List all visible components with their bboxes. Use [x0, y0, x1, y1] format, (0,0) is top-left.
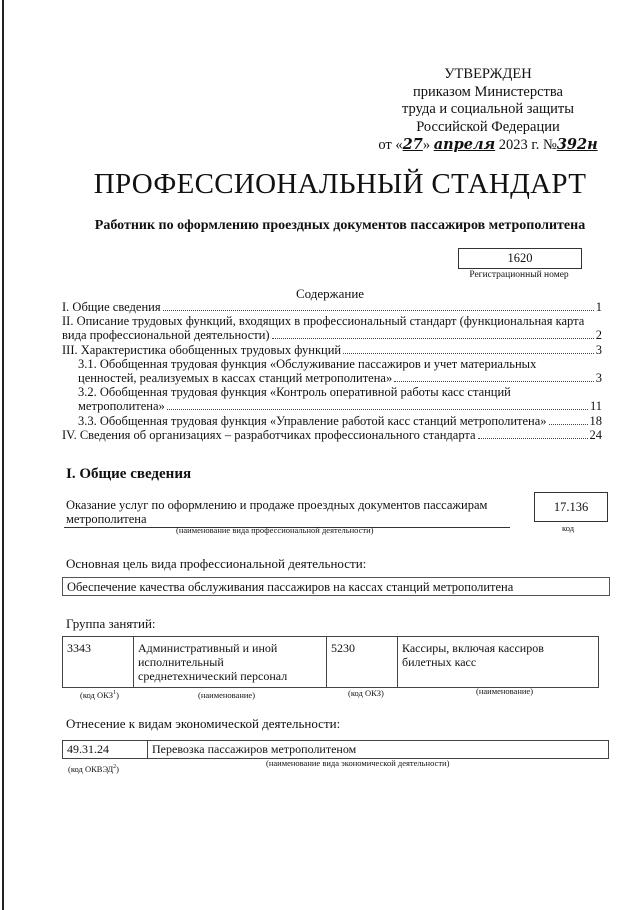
approval-line-3: труда и социальной защиты	[402, 101, 574, 117]
toc-item-text-cont: ценностей, реализуемых в кассах станций метрополитена»	[78, 371, 393, 386]
toc-item[interactable]	[62, 414, 602, 428]
activity-caption: (наименование вида профессиональной деятельности)	[176, 525, 374, 535]
toc-item-page: 1	[595, 300, 602, 314]
table-row	[63, 637, 599, 688]
toc-item[interactable]	[62, 385, 602, 413]
toc-item[interactable]	[62, 300, 602, 314]
approval-line-4: Российской Федерации	[416, 118, 560, 135]
occupations-table	[62, 636, 599, 688]
toc-item-page: 3	[595, 371, 602, 386]
date-prefix: от «	[378, 137, 403, 153]
okved-name-caption: (наименование вида экономической деятельности)	[266, 758, 450, 768]
okz-name-2: Кассиры, включая кассиров билетных касс	[398, 637, 599, 688]
table-of-contents	[62, 300, 602, 442]
okz-name-caption-1: (наименование)	[198, 690, 256, 700]
document-subtitle: Работник по оформлению проездных документов пассажиров метрополитена	[94, 218, 586, 233]
okved-name: Перевозка пассажиров метрополитеном	[148, 741, 609, 759]
toc-item-text: 3.2. Обобщенная трудовая функция «Контроль оперативной работы касс станций	[78, 385, 511, 400]
toc-item[interactable]	[62, 357, 602, 385]
activity-code: 17.136	[534, 492, 608, 522]
activity-name: Оказание услуг по оформлению и продаже проездных документов пассажирам метрополитена	[66, 498, 488, 526]
date-year: 2023 г. №	[498, 137, 557, 153]
date-mid: »	[422, 137, 431, 153]
toc-item-text: II. Описание трудовых функций, входящих в профессиональный стандарт (функциональная карта	[62, 314, 585, 329]
toc-item-page: 2	[595, 328, 602, 343]
toc-item-page: 24	[589, 427, 602, 442]
toc-item-page: 11	[589, 399, 602, 414]
okz-name-caption-2: (наименование)	[476, 686, 534, 696]
toc-item[interactable]	[62, 314, 602, 342]
okz-code-caption-2: (код ОКЗ)	[348, 688, 384, 698]
okved-code-caption: (код ОКВЭД$^2$)	[68, 764, 119, 774]
toc-item[interactable]	[62, 343, 602, 357]
date-day: 27	[402, 136, 423, 153]
approval-title: УТВЕРЖДЕН	[444, 66, 532, 82]
goal-label: Основная цель вида профессиональной деятельности:	[66, 556, 367, 571]
toc-item-page: 18	[589, 413, 602, 428]
toc-item-text: I. Общие сведения	[62, 300, 161, 314]
approval-date-line	[368, 136, 608, 155]
registration-number: 1620	[458, 248, 582, 269]
toc-item-text-cont: метрополитена»	[78, 399, 165, 414]
document-title: ПРОФЕССИОНАЛЬНЫЙ СТАНДАРТ	[93, 168, 587, 200]
toc-item-text: 3.3. Обобщенная трудовая функция «Управление работой касс станций метрополитена»	[78, 413, 547, 428]
toc-item-page: 3	[595, 342, 602, 357]
okz-code-2: 5230	[327, 637, 398, 688]
okz-name-1: Административный и иной исполнительный среднетехнический персонал	[134, 637, 327, 688]
table-row	[63, 741, 609, 759]
toc-title: Содержание	[295, 286, 365, 301]
date-month: апреля	[433, 136, 496, 153]
section-heading: I. Общие сведения	[66, 466, 192, 482]
occupations-label: Группа занятий:	[66, 616, 156, 631]
okz-code-caption-1: (код ОКЗ$^1$)	[80, 690, 119, 700]
economic-label: Отнесение к видам экономической деятельности:	[66, 716, 341, 731]
toc-item-text-cont: вида профессиональной деятельности)	[62, 328, 270, 343]
okved-table	[62, 740, 609, 759]
toc-item-text: III. Характеристика обобщенных трудовых функций	[62, 342, 342, 357]
approval-line-2: приказом Министерства	[413, 83, 563, 100]
code-caption: код	[562, 523, 575, 533]
okz-code-1: 3343	[63, 637, 134, 688]
toc-item[interactable]	[62, 428, 602, 442]
okved-code: 49.31.24	[63, 741, 148, 759]
registration-label: Регистрационный номер	[469, 270, 569, 280]
approval-block	[368, 66, 608, 155]
toc-item-text: IV. Сведения об организациях – разработчиках профессионального стандарта	[62, 427, 476, 442]
order-number: 392н	[556, 136, 598, 153]
goal-text: Обеспечение качества обслуживания пассажиров на кассах станций метрополитена	[62, 577, 610, 596]
scan-edge	[2, 0, 4, 910]
toc-item-text: 3.1. Обобщенная трудовая функция «Обслуживание пассажиров и учет материальных	[78, 356, 537, 371]
